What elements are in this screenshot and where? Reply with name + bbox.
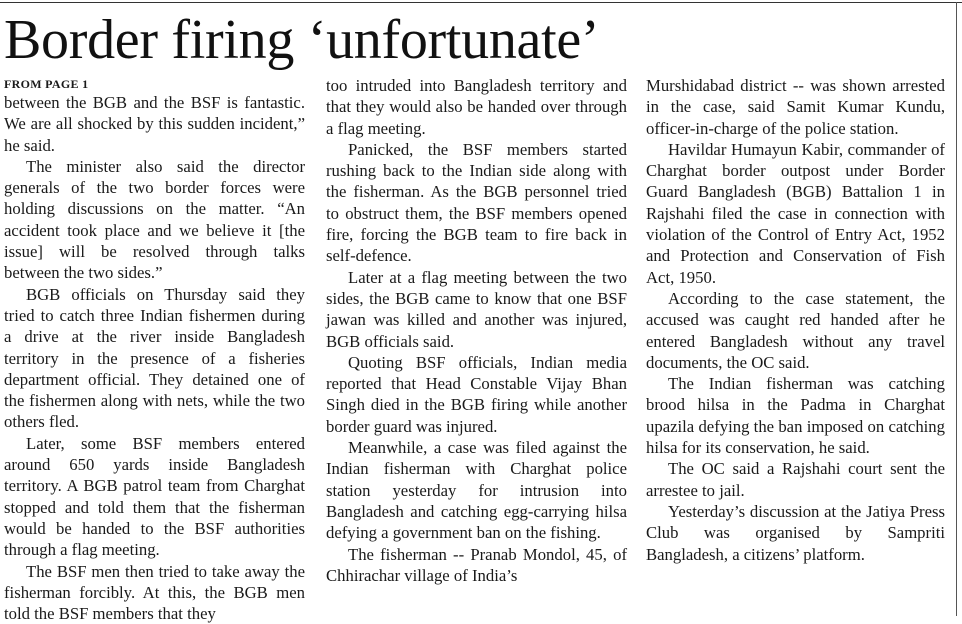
paragraph: Yesterday’s discussion at the Jatiya Press Club was organised by Sampriti Bangladesh, a citizens’ platform.	[646, 501, 945, 564]
article-column-1	[4, 92, 305, 624]
paragraph: Meanwhile, a case was filed against the Indian fisherman with Charghat police station yesterday for intrusion into Bangladesh and catching egg-carrying hilsa defying a government ban on the fishing.	[326, 438, 627, 543]
paragraph: Panicked, the BSF members started rushing back to the Indian side along with the fisherman. As the BGB personnel tried to obstruct them, the BSF members opened fire, forcing the BGB team to fire back in self-defence.	[326, 139, 627, 266]
jump-label: FROM PAGE 1	[4, 77, 89, 91]
column-rule	[956, 2, 957, 616]
article-column-2	[326, 75, 627, 586]
paragraph: Havildar Humayun Kabir, commander of Charghat border outpost under Border Guard Bangladesh (BGB) Battalion 1 in Rajshahi filed the case in connection with violation of the Control of Entry Act, 1952 and Protection and Conservation of Fish Act, 1950.	[646, 139, 945, 287]
paragraph: The BSF men then tried to take away the fisherman forcibly. At this, the BGB men told the BSF members that they	[4, 561, 305, 624]
paragraph: BGB officials on Thursday said they tried to catch three Indian fishermen during a drive at the river inside Bangladesh territory in the presence of a fisheries department official. They detained one of the fishermen along with nets, while the two others fled.	[4, 284, 305, 432]
paragraph: Later at a flag meeting between the two sides, the BGB came to know that one BSF jawan was killed and another was injured, BGB officials said.	[326, 267, 627, 351]
article-column-3	[646, 75, 945, 565]
paragraph: Quoting BSF officials, Indian media reported that Head Constable Vijay Bhan Singh died in the BGB firing while another border guard was injured.	[326, 352, 627, 436]
paragraph: According to the case statement, the accused was caught red handed after he entered Bangladesh without any travel documents, the OC said.	[646, 288, 945, 372]
top-rule	[0, 2, 962, 3]
paragraph: The fisherman -- Pranab Mondol, 45, of Chhirachar village of India’s	[326, 544, 627, 585]
paragraph: Later, some BSF members entered around 650 yards inside Bangladesh territory. A BGB patrol team from Charghat stopped and told them that the fisherman would be handed to the BSF authorities through a flag meeting.	[4, 433, 305, 560]
paragraph: between the BGB and the BSF is fantastic. We are all shocked by this sudden incident,” he said.	[4, 93, 305, 155]
paragraph: The minister also said the director generals of the two border forces were holding discussions on the matter. “An accident took place and we believe it [the issue] will be resolved through talks between the two sides.”	[4, 156, 305, 283]
paragraph: The OC said a Rajshahi court sent the arrestee to jail.	[646, 459, 945, 500]
paragraph: The Indian fisherman was catching brood hilsa in the Padma in Charghat upazila defying the ban imposed on catching hilsa for its conservation, he said.	[646, 374, 945, 458]
paragraph: Murshidabad district -- was shown arrested in the case, said Samit Kumar Kundu, officer-in-charge of the police station.	[646, 76, 945, 138]
paragraph: too intruded into Bangladesh territory and that they would also be handed over through a flag meeting.	[326, 76, 627, 138]
headline: Border firing ‘unfortunate’	[4, 9, 600, 71]
